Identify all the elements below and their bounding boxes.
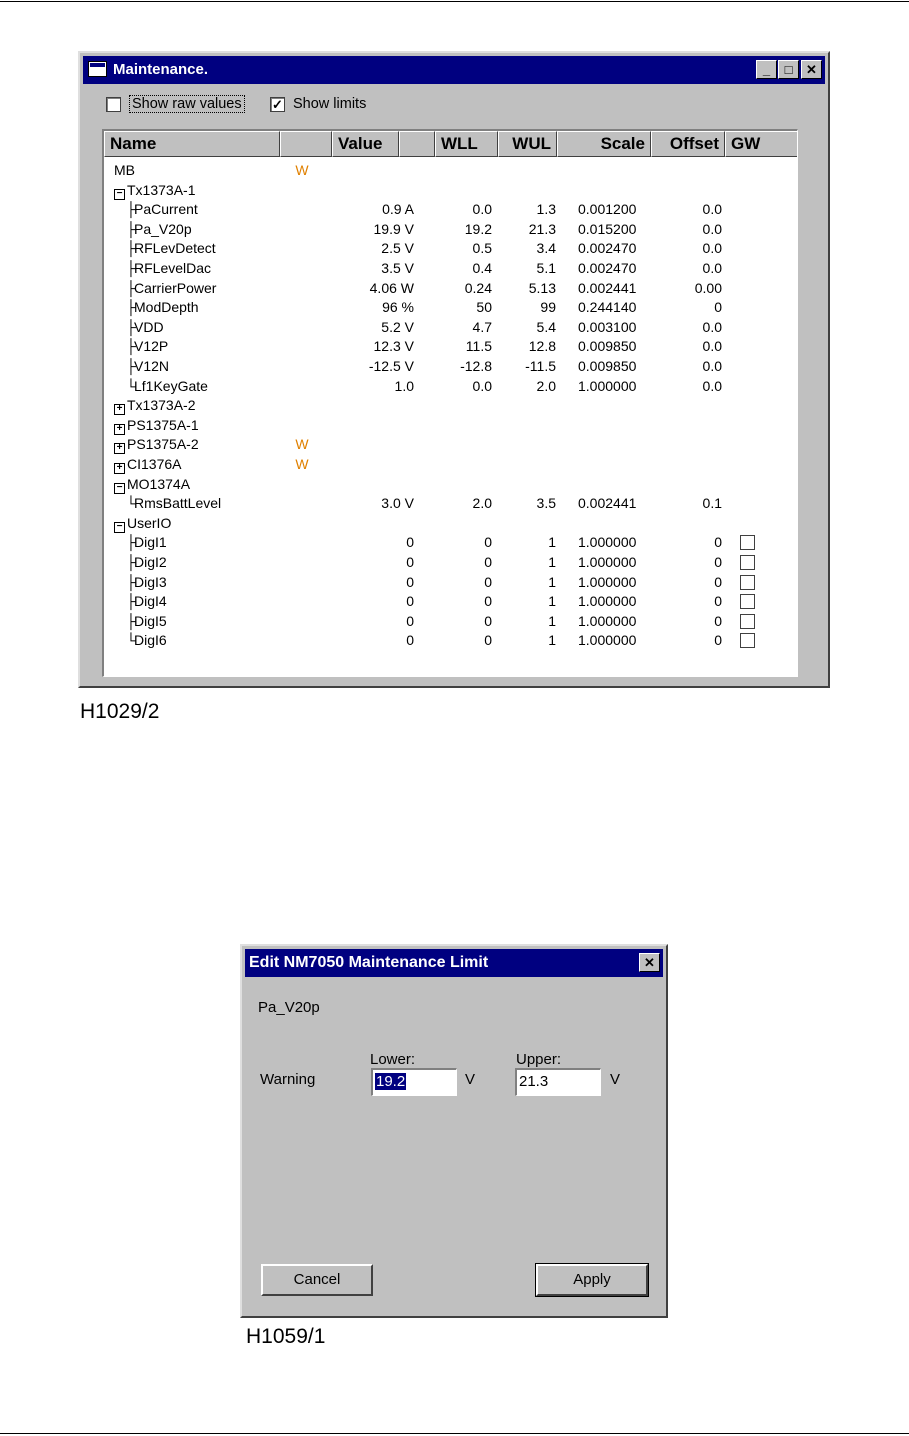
tree-node-name [126,337,168,357]
collapse-icon[interactable]: − [114,189,125,200]
minimize-icon[interactable]: _ [756,60,777,79]
offset-cell: 0 [714,554,722,570]
parameter-tree-list[interactable] [102,129,798,677]
tree-group-row[interactable] [104,181,798,201]
tree-branch-line: ├ [126,593,136,610]
tree-node-name [114,416,199,436]
column-header-unit[interactable] [399,131,435,157]
tree-item-row[interactable] [104,377,798,397]
scale-cell: 0.002470 [578,240,637,257]
wll-cell: 0.0 [472,201,492,218]
tree-branch-line: ├ [126,220,136,237]
value-cell: 12.3 V [373,338,414,355]
column-header-flag[interactable] [280,131,332,157]
lower-limit-input[interactable] [371,1068,457,1096]
tree-item-row[interactable] [104,592,798,612]
scale-cell: 1.000000 [578,632,637,649]
tree-item-row[interactable] [104,337,798,357]
node-label: CI1376A [127,456,182,472]
value-cell: 5.2 V [381,318,414,335]
show-limits-label: Show limits [293,96,367,112]
tree-node-name [126,494,221,514]
scale-cell: 1.000000 [578,554,637,570]
tree-node-name [126,259,211,279]
tree-item-row[interactable] [104,220,798,240]
wll-cell: 0.0 [472,377,492,394]
wul-cell: -11.5 [525,358,556,374]
close-icon[interactable]: ✕ [639,953,660,972]
tree-node-name [126,318,164,338]
tree-branch-line: ├ [126,240,136,257]
offset-cell: 0.0 [702,201,722,218]
wul-cell: 1 [548,612,556,629]
node-label: DigI3 [134,573,167,590]
value-cell: 0 [406,612,414,629]
value-cell: 0 [406,534,414,551]
offset-cell: 0.0 [702,338,722,355]
node-label: PS1375A-1 [127,416,199,433]
window-title: Maintenance. [113,61,209,78]
tree-branch-line: ├ [126,260,136,276]
window-icon [88,61,107,77]
wll-cell: 0.5 [472,240,492,257]
tree-item-row[interactable] [104,259,798,279]
column-header-value[interactable]: Value [332,131,399,157]
scale-cell: 0.002470 [578,260,637,276]
node-label: MB [114,162,135,178]
wul-cell: 3.5 [536,495,556,512]
wll-cell: 50 [476,299,492,316]
tree-item-row[interactable] [104,318,798,338]
warning-flag: W [295,162,309,178]
offset-cell: 0 [714,573,722,590]
wul-cell: 2.0 [536,377,556,394]
scale-cell: 0.015200 [578,220,637,237]
offset-cell: 0.0 [702,240,722,257]
gw-checkbox[interactable] [740,555,755,570]
upper-limit-value: 21.3 [519,1073,549,1090]
tree-node-name [114,161,135,181]
node-label: DigI1 [134,534,167,551]
cancel-button[interactable]: Cancel [261,1264,373,1296]
scale-cell: 0.009850 [578,358,637,374]
checkmark-icon[interactable]: ✓ [270,97,285,112]
gw-checkbox[interactable] [740,575,755,590]
wll-cell: 0 [484,554,492,570]
tree-branch-line: ├ [126,318,136,335]
warning-label: Warning [260,1071,316,1088]
tree-branch-line: ├ [126,338,136,355]
wul-cell: 1 [548,573,556,590]
upper-limit-input[interactable] [515,1068,601,1096]
tree-item-row[interactable] [104,612,798,632]
tree-group-row[interactable] [104,396,798,416]
node-label: DigI2 [134,554,167,570]
expand-icon[interactable]: + [114,404,125,415]
scale-cell: 0.001200 [578,201,637,218]
offset-cell: 0.0 [702,358,722,374]
column-header-wll[interactable]: WLL [435,131,498,157]
tree-node-name [126,200,198,220]
offset-cell: 0.0 [702,220,722,237]
value-cell: 2.5 V [381,240,414,257]
upper-unit: V [610,1071,621,1088]
value-cell: 3.0 V [381,495,414,512]
node-label: DigI5 [134,612,167,629]
maximize-icon[interactable]: □ [778,60,799,79]
wll-cell: 0.4 [472,260,492,276]
scale-cell: 1.000000 [578,593,637,610]
wul-cell: 5.4 [536,318,556,335]
tree-item-row[interactable] [104,279,798,299]
tree-group-row[interactable] [104,416,798,436]
parameter-name: Pa_V20p [258,999,320,1016]
column-header-name[interactable]: Name [104,131,280,157]
node-label: Lf1KeyGate [134,377,208,394]
value-cell: 1.0 [394,377,414,394]
tree-node-name [114,396,195,416]
tree-item-row[interactable] [104,200,798,220]
wul-cell: 12.8 [528,338,556,355]
tree-node-name [114,435,199,455]
expand-icon[interactable]: + [114,443,125,454]
value-cell: 3.5 V [381,260,414,276]
page-bottom-rule [0,1433,909,1434]
scale-cell: 1.000000 [578,377,637,394]
node-label: CarrierPower [134,279,217,296]
offset-cell: 0.0 [702,260,722,276]
offset-cell: 0 [714,612,722,629]
tree-node-name [126,592,167,612]
scale-cell: 0.244140 [578,299,637,316]
scale-cell: 1.000000 [578,612,637,629]
close-icon[interactable]: ✕ [801,60,822,79]
tree-branch-line: ├ [126,554,136,570]
tree-branch-line: └ [126,377,136,394]
node-label: DigI6 [134,632,167,649]
show-limits-checkbox[interactable] [270,93,366,115]
column-header-scale[interactable]: Scale [557,131,651,157]
wll-cell: 0 [484,612,492,629]
wul-cell: 1 [548,554,556,570]
gw-checkbox[interactable] [740,633,755,648]
expand-icon[interactable]: + [114,463,125,474]
wll-cell: 0.24 [464,279,492,296]
wul-cell: 21.3 [528,220,556,237]
tree-node-name [126,220,192,240]
wul-cell: 1 [548,632,556,649]
node-label: V12P [134,338,169,355]
tree-branch-line: ├ [126,279,136,296]
wll-cell: 0 [484,593,492,610]
lower-label: Lower: [370,1051,416,1068]
tree-root-row[interactable] [104,161,798,181]
scale-cell: 0.003100 [578,318,637,335]
tree-node-name [126,553,167,573]
node-label: Tx1373A-2 [127,397,196,414]
tree-node-name [126,298,199,318]
warning-flag: W [295,456,309,472]
tree-item-row[interactable] [104,553,798,573]
edit-limit-dialog [240,944,668,1318]
value-cell: 0 [406,593,414,610]
lower-limit-value: 19.2 [376,1073,406,1090]
wll-cell: 0 [484,534,492,551]
figure-caption-1: H1029/2 [80,700,160,723]
gw-checkbox[interactable] [740,535,755,550]
tree-node-name [114,455,181,475]
expand-icon[interactable]: + [114,424,125,435]
lower-unit: V [465,1071,476,1088]
scale-cell: 0.002441 [578,279,637,296]
value-cell: 19.9 V [373,220,414,237]
node-label: Tx1373A-1 [127,181,196,198]
tree-branch-line: ├ [126,612,136,629]
tree-node-name [126,612,167,632]
gw-checkbox[interactable] [740,614,755,629]
wll-cell: 4.7 [472,318,492,335]
value-cell: 0 [406,632,414,649]
tree-branch-line: └ [126,632,136,649]
offset-cell: 0 [714,534,722,551]
dialog-titlebar[interactable] [245,949,663,977]
node-label: PaCurrent [134,201,198,218]
node-label: MO1374A [127,475,191,492]
tree-node-name [126,377,208,397]
maintenance-titlebar[interactable] [83,56,825,84]
tree-group-row[interactable] [104,435,798,455]
tree-node-name [126,239,216,259]
value-cell: 0 [406,554,414,570]
show-raw-values-checkbox[interactable] [106,93,245,115]
show-raw-values-label: Show raw values [129,95,245,113]
tree-node-name [114,181,195,201]
tree-item-row[interactable] [104,239,798,259]
tree-item-row[interactable] [104,494,798,514]
scale-cell: 0.002441 [578,495,637,512]
maintenance-window [78,51,830,688]
tree-branch-line: └ [126,495,136,512]
collapse-icon[interactable]: − [114,522,125,533]
value-cell: 0 [406,573,414,590]
tree-branch-line: ├ [126,201,136,218]
wul-cell: 5.1 [536,260,556,276]
offset-cell: 0.0 [702,377,722,394]
offset-cell: 0 [714,593,722,610]
tree-branch-line: ├ [126,299,136,316]
offset-cell: 0.00 [694,279,722,296]
tree-group-row[interactable] [104,514,798,534]
node-label: RFLevDetect [134,240,216,257]
wll-cell: -12.8 [460,358,492,374]
node-label: RFLevelDac [134,260,212,276]
node-label: ModDepth [134,299,199,316]
offset-cell: 0.0 [702,318,722,335]
tree-group-row[interactable] [104,475,798,495]
wll-cell: 2.0 [472,495,492,512]
apply-button[interactable]: Apply [536,1264,648,1296]
node-label: RmsBattLevel [134,495,222,512]
wul-cell: 99 [540,299,556,316]
figure-caption-2: H1059/1 [246,1325,326,1348]
wul-cell: 1 [548,593,556,610]
checkbox-box[interactable] [106,97,121,112]
value-cell: 96 % [382,299,414,316]
wul-cell: 3.4 [536,240,556,257]
wul-cell: 5.13 [528,279,556,296]
collapse-icon[interactable]: − [114,483,125,494]
wll-cell: 0 [484,573,492,590]
node-label: DigI4 [134,593,167,610]
wul-cell: 1.3 [536,201,556,218]
node-label: PS1375A-2 [127,436,199,453]
tree-item-row[interactable] [104,631,798,651]
scale-cell: 1.000000 [578,573,637,590]
offset-cell: 0 [714,299,722,316]
gw-checkbox[interactable] [740,594,755,609]
value-cell: 4.06 W [369,279,414,296]
tree-node-name [126,631,167,651]
wul-cell: 1 [548,534,556,551]
value-cell: -12.5 V [368,358,414,374]
tree-node-name [126,357,169,377]
node-label: VDD [134,318,164,335]
tree-branch-line: ├ [126,573,136,590]
tree-branch-line: ├ [126,534,136,551]
warning-flag: W [295,436,309,453]
upper-label: Upper: [516,1051,562,1068]
tree-node-name [114,514,171,534]
tree-node-name [114,475,190,495]
offset-cell: 0 [714,632,722,649]
column-header-gw[interactable]: GW [725,131,798,157]
node-label: Pa_V20p [134,220,192,237]
tree-item-row[interactable] [104,357,798,377]
tree-node-name [126,279,216,299]
scale-cell: 1.000000 [578,534,637,551]
value-cell: 0.9 A [382,201,414,218]
page-top-rule [0,1,909,2]
wll-cell: 19.2 [464,220,492,237]
node-label: UserIO [127,514,172,531]
column-header-wul[interactable]: WUL [498,131,557,157]
tree-group-row[interactable] [104,455,798,475]
tree-item-row[interactable] [104,298,798,318]
tree-item-row[interactable] [104,573,798,593]
scale-cell: 0.009850 [578,338,637,355]
offset-cell: 0.1 [702,495,722,512]
tree-item-row[interactable] [104,533,798,553]
wll-cell: 11.5 [465,338,492,355]
wll-cell: 0 [484,632,492,649]
tree-node-name [126,533,167,553]
column-header-offset[interactable]: Offset [651,131,725,157]
tree-branch-line: ├ [126,358,136,374]
tree-node-name [126,573,167,593]
dialog-title: Edit NM7050 Maintenance Limit [249,954,489,971]
node-label: V12N [134,358,170,374]
